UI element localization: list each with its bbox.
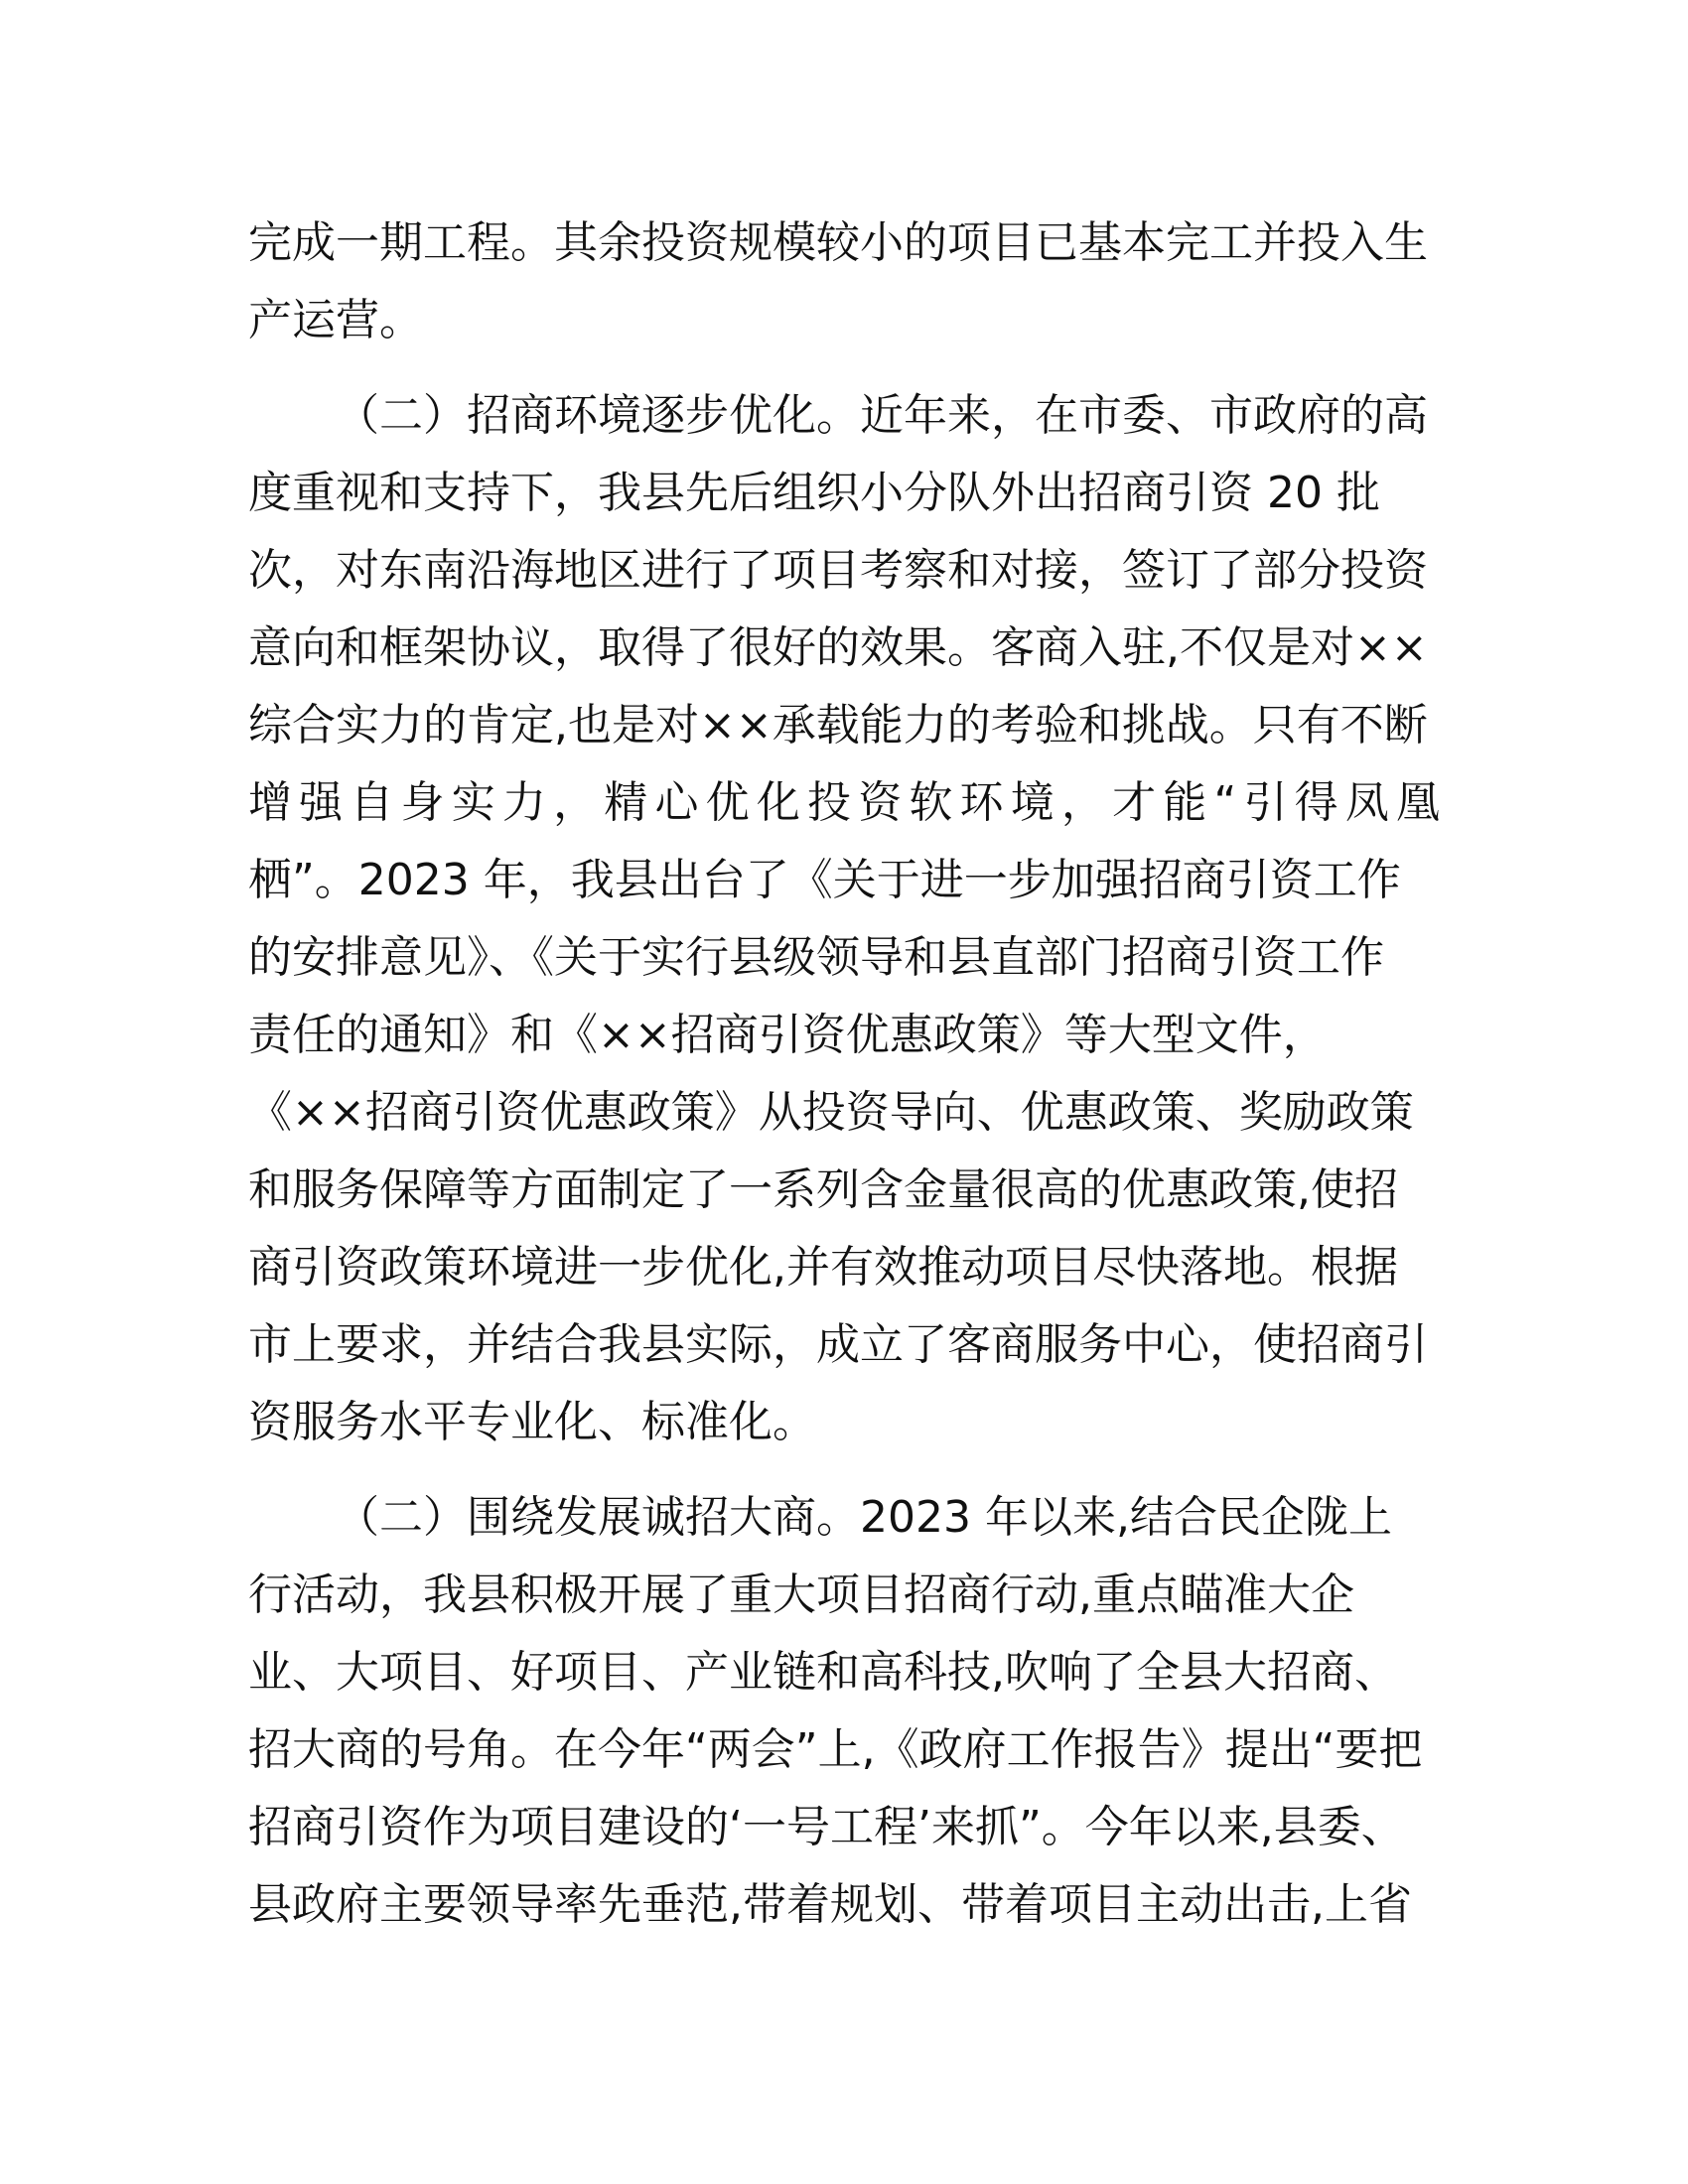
text-line: 度重视和支持下，我县先后组织小分队外出招商引资 20 批 (248, 468, 1380, 518)
text-line: 的安排意见》、《关于实行县级领导和县直部门招商引资工作 (248, 932, 1384, 983)
text-line: 资服务水平专业化、标准化。 (248, 1397, 816, 1447)
text-line: 完成一期工程。其余投资规模较小的项目已基本完工并投入生 (248, 217, 1428, 268)
text-line: 综合实力的肯定,也是对××承载能力的考验和挑战。只有不断 (248, 700, 1428, 751)
text-line: 和服务保障等方面制定了一系列含金量很高的优惠政策,使招 (248, 1164, 1398, 1215)
text-line: 《××招商引资优惠政策》从投资导向、优惠政策、奖励政策 (248, 1087, 1414, 1138)
text-line: 招商引资作为项目建设的‘一号工程’来抓”。今年以来,县委、 (248, 1802, 1405, 1852)
text-line: 栖”。2023 年，我县出台了《关于进一步加强招商引资工作 (248, 855, 1401, 905)
text-line: 行活动，我县积极开展了重大项目招商行动,重点瞄准大企 (248, 1570, 1354, 1620)
text-line: 业、大项目、好项目、产业链和高科技,吹响了全县大招商、 (248, 1647, 1398, 1698)
text-line: 产运营。 (248, 295, 423, 345)
text-line: 县政府主要领导率先垂范,带着规划、带着项目主动出击,上省 (248, 1879, 1412, 1930)
text-line: 责任的通知》和《××招商引资优惠政策》等大型文件， (248, 1010, 1327, 1060)
text-line: 次，对东南沿海地区进行了项目考察和对接，签订了部分投资 (248, 545, 1428, 596)
paragraph-heading-line: （二）围绕发展诚招大商。2023 年以来,结合民企陇上 (336, 1492, 1392, 1543)
text-line: 意向和框架协议，取得了很好的效果。客商入驻,不仅是对×× (248, 622, 1428, 673)
text-line: 商引资政策环境进一步优化,并有效推动项目尽快落地。根据 (248, 1242, 1398, 1293)
text-line: 招大商的号角。在今年“两会”上,《政府工作报告》提出“要把 (248, 1724, 1423, 1775)
text-line: 市上要求，并结合我县实际，成立了客商服务中心，使招商引 (248, 1319, 1428, 1370)
text-line: 增强自身实力，精心优化投资软环境，才能“引得凤凰 (248, 777, 1440, 828)
paragraph-heading-line: （二）招商环境逐步优化。近年来，在市委、市政府的高 (336, 390, 1428, 441)
